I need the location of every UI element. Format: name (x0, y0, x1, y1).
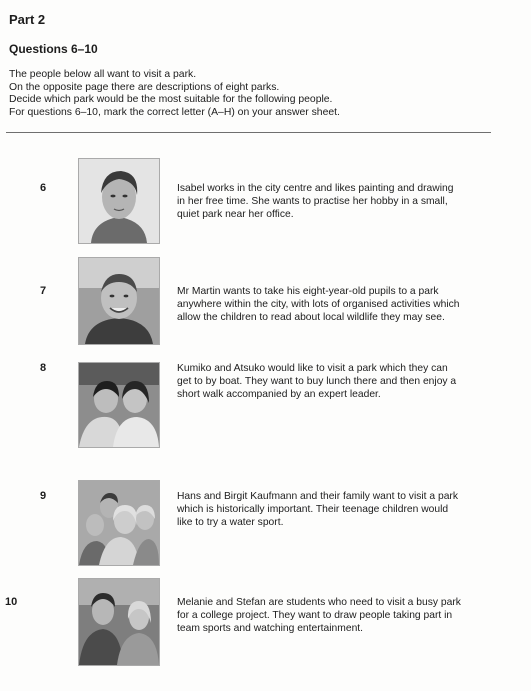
description-line: which is historically important. Their teenage children would (177, 504, 449, 515)
description-line: Hans and Birgit Kaufmann and their family want to visit a park (177, 491, 459, 502)
instruction-line: Decide which park would be the most suitable for the following people. (9, 94, 333, 106)
question-number: 7 (40, 285, 47, 297)
instruction-line: The people below all want to visit a park. (9, 69, 197, 80)
description-line: short walk accompanied by an expert leader. (177, 389, 381, 400)
instruction-line: For questions 6–10, mark the correct letter (A–H) on your answer sheet. (9, 106, 340, 118)
description-line: Isabel works in the city centre and likes painting and drawing (177, 183, 454, 194)
question-number: 6 (40, 182, 47, 194)
description-line: team sports and watching entertainment. (177, 623, 364, 634)
question-description (177, 490, 497, 529)
description-line: allow the children to read about local wildlife they may see. (177, 312, 445, 323)
divider (6, 132, 491, 133)
photo-melanie-stefan (78, 578, 160, 666)
description-line: in her free time. She wants to practise her hobby in a small, (177, 196, 448, 207)
description-line: Melanie and Stefan are students who need to visit a busy park (177, 597, 461, 608)
photo-kumiko-atsuko (78, 362, 160, 448)
photo-isabel (78, 158, 160, 244)
description-line: like to try a water sport. (177, 517, 284, 528)
description-line: Kumiko and Atsuko would like to visit a park which they can (177, 363, 448, 374)
description-line: quiet park near her office. (177, 209, 294, 220)
question-description (177, 285, 497, 324)
question-description (177, 362, 497, 401)
questions-heading: Questions 6–10 (9, 42, 98, 56)
question-description (177, 182, 497, 221)
instruction-line: On the opposite page there are descriptions of eight parks. (9, 81, 280, 93)
description-line: for a college project. They want to draw people taking part in (177, 610, 453, 621)
description-line: get to by boat. They want to buy lunch there and then enjoy a (177, 376, 457, 387)
instructions (9, 69, 509, 119)
photo-kaufmann-family (78, 480, 160, 566)
photo-mr-martin (78, 257, 160, 345)
question-description (177, 596, 497, 635)
description-line: Mr Martin wants to take his eight-year-old pupils to a park (177, 286, 439, 297)
question-number: 10 (5, 596, 18, 608)
question-number: 9 (40, 490, 47, 502)
part-heading: Part 2 (9, 12, 46, 27)
question-number: 8 (40, 362, 47, 374)
description-line: anywhere within the city, with lots of organised activities which (177, 299, 460, 310)
